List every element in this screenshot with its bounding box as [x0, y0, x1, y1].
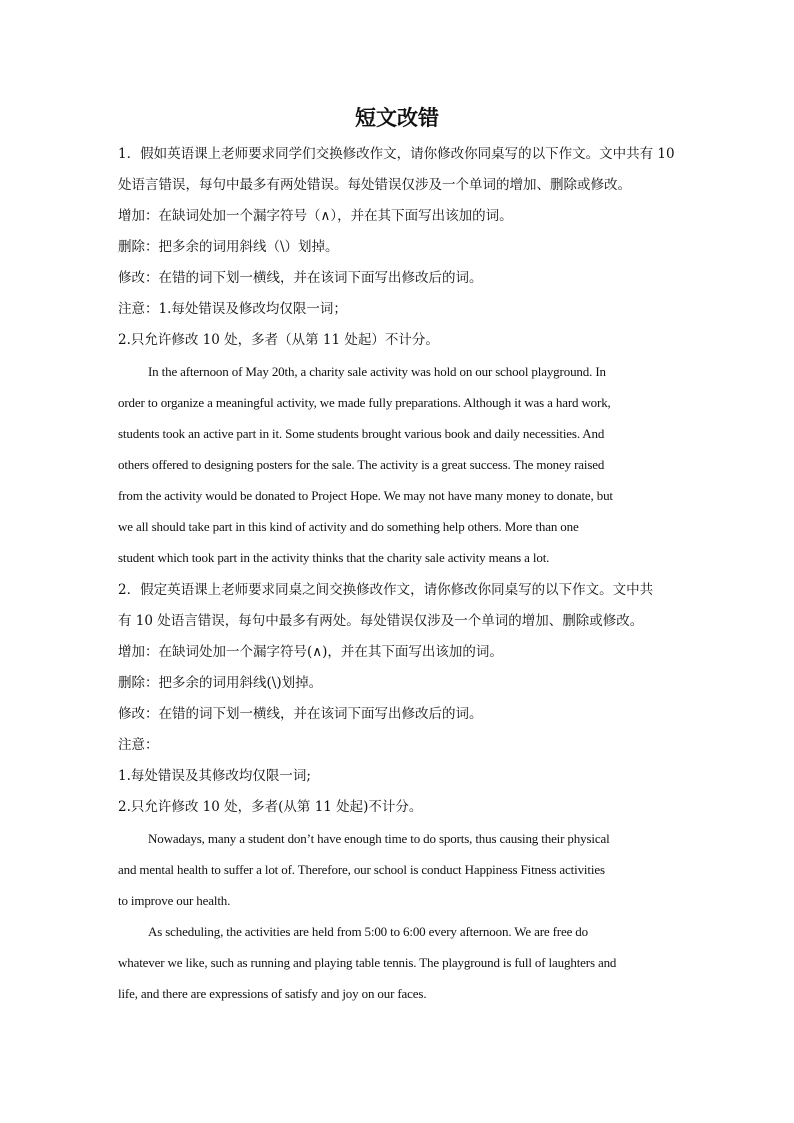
q1-instruction-line-1: 1．假如英语课上老师要求同学们交换修改作文，请你修改你同桌写的以下作文。文中共有 10 [118, 146, 675, 162]
q2-note-heading: 注意： [118, 737, 159, 753]
passage2-line-2: and mental health to suffer a lot of. Therefore, our school is conduct Happiness Fitness activities [118, 862, 605, 877]
q1-delete-rule: 删除：把多余的词用斜线（\）划掉。 [118, 239, 339, 255]
passage1-line-6: we all should take part in this kind of activity and do something help others. More than one [118, 519, 579, 534]
page-title: 短文改错 [355, 105, 439, 130]
passage2-line-3: to improve our health. [118, 893, 231, 908]
q2-instruction-line-2: 有 10 处语言错误，每句中最多有两处。每处错误仅涉及一个单词的增加、删除或修改。 [118, 613, 644, 629]
q2-delete-rule: 删除：把多余的词用斜线(\)划掉。 [118, 675, 323, 691]
q1-add-rule: 增加：在缺词处加一个漏字符号（∧），并在其下面写出该加的词。 [118, 208, 513, 224]
passage2-line-1: Nowadays, many a student don’t have enough time to do sports, thus causing their physical [148, 831, 610, 846]
q2-instruction-line-1: 2．假定英语课上老师要求同桌之间交换修改作文，请你修改你同桌写的以下作文。文中共 [118, 582, 654, 598]
q2-add-rule: 增加：在缺词处加一个漏字符号(∧)，并在其下面写出该加的词。 [118, 644, 503, 660]
passage2-line-5: whatever we like, such as running and playing table tennis. The playground is full of laughters and [118, 955, 617, 970]
passage1-line-7: student which took part in the activity thinks that the charity sale activity means a lot. [118, 550, 550, 565]
passage1-line-1: In the afternoon of May 20th, a charity sale activity was hold on our school playground. In [148, 364, 606, 379]
q2-modify-rule: 修改：在错的词下划一横线，并在该词下面写出修改后的词。 [118, 706, 483, 722]
q1-modify-rule: 修改：在错的词下划一横线，并在该词下面写出修改后的词。 [118, 270, 483, 286]
passage1-line-4: others offered to designing posters for the sale. The activity is a great success. The money raised [118, 457, 605, 472]
passage1-line-5: from the activity would be donated to Project Hope. We may not have many money to donate, but [118, 488, 613, 503]
q2-note-1: 1.每处错误及其修改均仅限一词; [118, 768, 311, 784]
q1-note-1: 注意：1.每处错误及修改均仅限一词； [118, 301, 347, 317]
passage1-line-2: order to organize a meaningful activity, we made fully preparations. Although it was a hard work, [118, 395, 611, 410]
q2-note-2: 2.只允许修改 10 处，多者(从第 11 处起)不计分。 [118, 799, 423, 815]
q1-note-2: 2.只允许修改 10 处，多者（从第 11 处起）不计分。 [118, 332, 439, 348]
passage2-line-4: As scheduling, the activities are held from 5:00 to 6:00 every afternoon. We are free do [148, 924, 588, 939]
passage2-line-6: life, and there are expressions of satisfy and joy on our faces. [118, 986, 427, 1001]
passage1-line-3: students took an active part in it. Some students brought various book and daily necessities. And [118, 426, 605, 441]
q1-instruction-line-2: 处语言错误，每句中最多有两处错误。每处错误仅涉及一个单词的增加、删除或修改。 [118, 177, 631, 193]
